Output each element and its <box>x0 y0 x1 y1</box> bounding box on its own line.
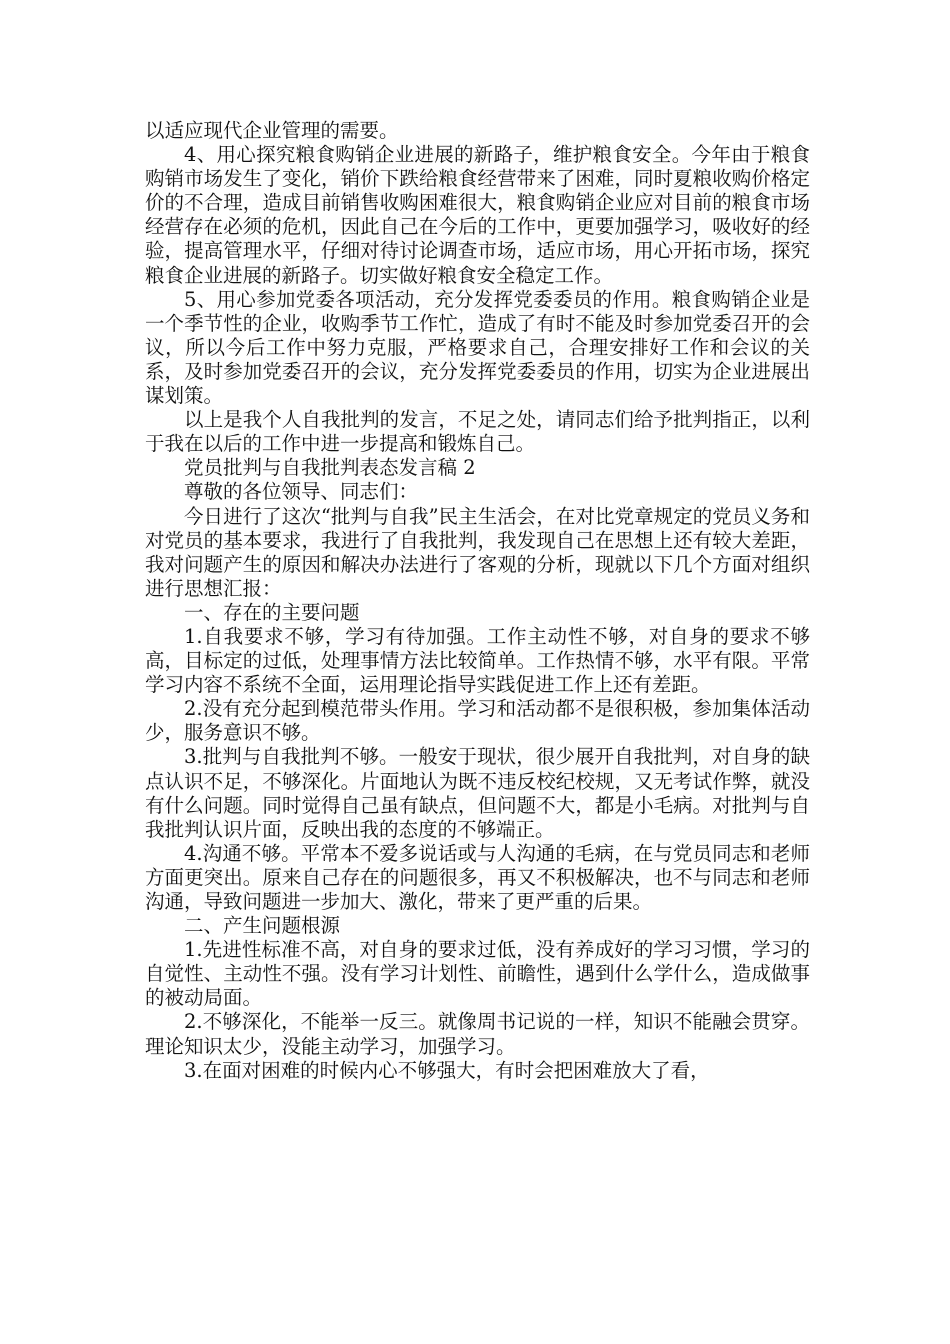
document-body <box>145 119 810 1083</box>
paragraph: 今日进行了这次“批判与自我”民主生活会，在对比党章规定的党员义务和对党员的基本要求，我进行了自我批判，我发现自己在思想上还有较大差距，我对问题产生的原因和解决办法进行了客观的分析，现就以下几个方面对组织进行思想汇报： <box>145 504 810 600</box>
paragraph: 4、用心探究粮食购销企业进展的新路子，维护粮食安全。今年由于粮食购销市场发生了变化，销价下跌给粮食经营带来了困难，同时夏粮收购价格定价的不合理，造成目前销售收购困难很大，粮食购销企业应对目前的粮食市场经营存在必须的危机，因此自己在今后的工作中，更要加强学习，吸收好的经验，提高管理水平，仔细对待讨论调查市场，适应市场，用心开拓市场，探究粮食企业进展的新路子。切实做好粮食安全稳定工作。 <box>145 143 810 287</box>
heading-root-causes: 二、产生问题根源 <box>184 914 341 938</box>
heading-main-problems: 一、存在的主要问题 <box>184 600 360 624</box>
paragraph: 3.批判与自我批判不够。一般安于现状，很少展开自我批判，对自身的缺点认识不足，不够深化。片面地认为既不违反校纪校规，又无考试作弊，就没有什么问题。同时觉得自己虽有缺点，但问题不大，都是小毛病。对批判与自我批判认识片面，反映出我的态度的不够端正。 <box>145 745 810 841</box>
paragraph: 2.没有充分起到模范带头作用。学习和活动都不是很积极，参加集体活动少，服务意识不够。 <box>145 697 810 745</box>
paragraph: 1.先进性标准不高，对自身的要求过低，没有养成好的学习习惯，学习的自觉性、主动性不强。没有学习计划性、前瞻性，遇到什么学什么，造成做事的被动局面。 <box>145 938 810 1010</box>
section-title: 党员批判与自我批判表态发言稿 2 <box>184 456 476 480</box>
paragraph: 1.自我要求不够，学习有待加强。工作主动性不够，对自身的要求不够高，目标定的过低，处理事情方法比较简单。工作热情不够，水平有限。平常学习内容不系统不全面，运用理论指导实践促进工作上还有差距。 <box>145 624 810 697</box>
paragraph: 5、用心参加党委各项活动，充分发挥党委委员的作用。粮食购销企业是一个季节性的企业，收购季节工作忙，造成了有时不能及时参加党委召开的会议，所以今后工作中努力克服，严格要求自己，合理安排好工作和会议的关系，及时参加党委召开的会议，充分发挥党委委员的作用，切实为企业进展出谋划策。 <box>145 287 810 408</box>
paragraph: 以上是我个人自我批判的发言，不足之处，请同志们给予批判指正，以利于我在以后的工作中进一步提高和锻炼自己。 <box>145 408 810 456</box>
paragraph: 4.沟通不够。平常本不爱多说话或与人沟通的毛病，在与党员同志和老师方面更突出。原来自己存在的问题很多，再又不积极解决，也不与同志和老师沟通，导致问题进一步加大、激化，带来了更严重的后果。 <box>145 841 810 913</box>
paragraph: 3.在面对困难的时候内心不够强大，有时会把困难放大了看， <box>184 1058 710 1082</box>
paragraph: 以适应现代企业管理的需要。 <box>145 119 399 142</box>
salutation: 尊敬的各位领导、同志们： <box>184 480 419 504</box>
paragraph: 2.不够深化，不能举一反三。就像周书记说的一样，知识不能融会贯穿。理论知识太少，没能主动学习，加强学习。 <box>145 1010 810 1058</box>
